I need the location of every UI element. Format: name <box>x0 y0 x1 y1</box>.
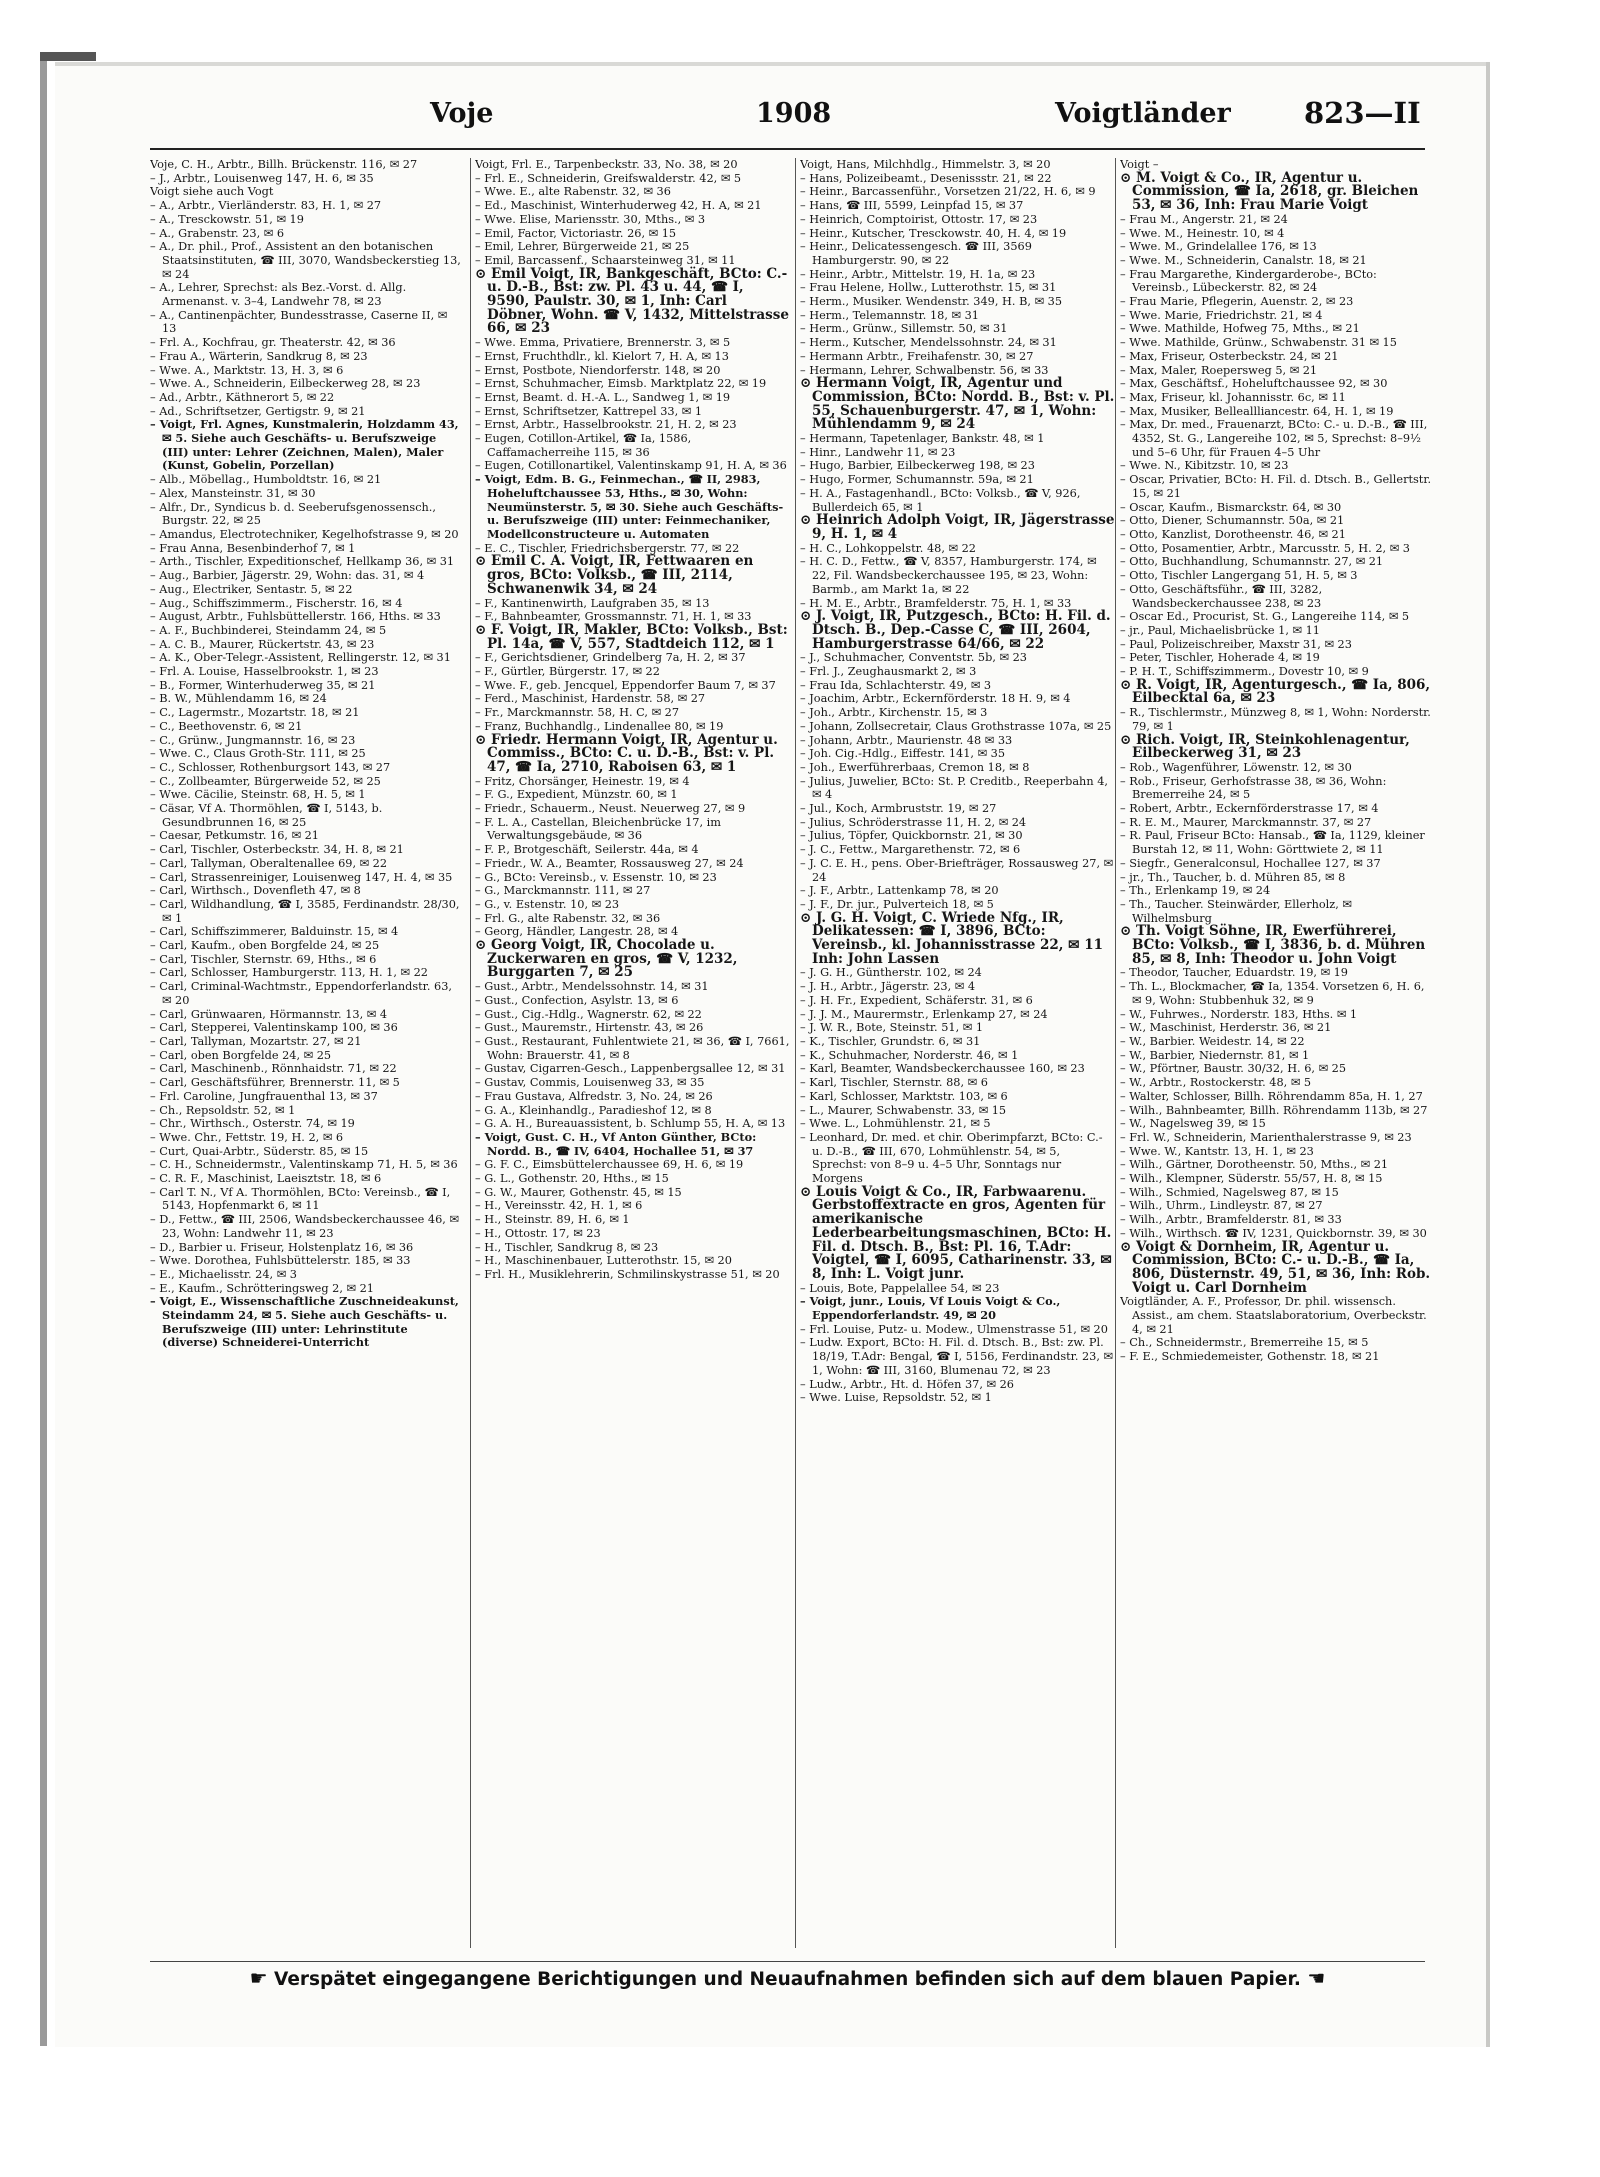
directory-entry: – Eugen, Cotillon-Artikel, ☎ Ia, 1586, Caffamacherreihe 115, ✉ 36 <box>475 432 692 459</box>
directory-entry: – F., Bahnbeamter, Grossmannstr. 71, H. 1, ✉ 33 <box>475 610 752 624</box>
directory-entry: ⊙ Friedr. Hermann Voigt, IR, Agentur u. Commiss., BCto: C. u. D.-B., Bst: v. Pl. 47, ☎ Ia, 2710, Raboisen 63, ✉ 1 <box>475 731 778 775</box>
directory-entry: – Wilh., Wirthsch. ☎ IV, 1231, Quickbornstr. 39, ✉ 30 <box>1120 1226 1427 1240</box>
binding-edge <box>40 61 47 2046</box>
directory-entry: – H., Vereinsstr. 42, H. 1, ✉ 6 <box>475 1199 643 1213</box>
directory-entry: – Robert, Arbtr., Eckernförderstrasse 17, ✉ 4 <box>1120 802 1379 816</box>
directory-entry: – Th., Taucher. Steinwärder, Ellerholz, ✉ Wilhelmsburg <box>1120 897 1352 925</box>
directory-entry: – Ernst, Schuhmacher, Eimsb. Marktplatz 22, ✉ 19 <box>475 377 767 391</box>
directory-entry: ⊙ Emil Voigt, IR, Bankgeschäft, BCto: C.- u. D.-B., Bst: zw. Pl. 43 u. 44, ☎ I, 9590, Paulstr. 30, ✉ 1, Inh: Carl Döbner, Wohn. ☎ V, 1432, Mittelstrasse 66, ✉ 23 <box>475 265 789 337</box>
directory-entry: – Fr., Marckmannstr. 58, H. C, ✉ 27 <box>475 706 680 720</box>
directory-entry: – Carl, Geschäftsführer, Brennerstr. 11, ✉ 5 <box>150 1076 400 1090</box>
directory-entry: – Carl, Stepperei, Valentinskamp 100, ✉ 36 <box>150 1021 398 1035</box>
column-divider <box>470 158 471 1948</box>
directory-entry: – F. G., Expedient, Münzstr. 60, ✉ 1 <box>475 788 678 802</box>
directory-entry: – W., Fuhrwes., Norderstr. 183, Hths. ✉ 1 <box>1120 1007 1358 1021</box>
pointing-hand-right-icon: ☛ <box>249 1966 268 1990</box>
directory-entry: – Emil, Factor, Victoriastr. 26, ✉ 15 <box>475 226 677 240</box>
directory-entry: – Johann, Zollsecretair, Claus Grothstrasse 107a, ✉ 25 <box>800 719 1112 733</box>
directory-entry: – Wwe. Marie, Friedrichstr. 21, ✉ 4 <box>1120 308 1323 322</box>
directory-entry: – Herm., Telemannstr. 18, ✉ 31 <box>800 308 979 322</box>
directory-entry: – Karl, Schlosser, Marktstr. 103, ✉ 6 <box>800 1089 1008 1103</box>
directory-entry: – Wwe. E., alte Rabenstr. 32, ✉ 36 <box>475 185 671 199</box>
directory-entry: – Ludw. Export, BCto: H. Fil. d. Dtsch. B., Bst: zw. Pl. 18/19, T.Adr: Bengal, ☎ I, 5156, Ferdinandstr. 23, ✉ 1, Wohn: ☎ III, 3160, Blumenau 72, ✉ 23 <box>800 1336 1114 1377</box>
directory-entry: – W., Nagelsweg 39, ✉ 15 <box>1120 1117 1266 1131</box>
directory-entry: – W., Arbtr., Rostockerstr. 48, ✉ 5 <box>1120 1076 1312 1090</box>
directory-entry: – Voigt, E., Wissenschaftliche Zuschneideakunst, Steindamm 24, ✉ 5. Siehe auch Geschäfts- u. Berufszweige (III) unter: Lehrinstitute (diverse) Schneiderei-Unterricht <box>150 1294 459 1350</box>
directory-entry: – C., Zollbeamter, Bürgerweide 52, ✉ 25 <box>150 774 381 788</box>
directory-entry: – Otto, Diener, Schumannstr. 50a, ✉ 21 <box>1120 514 1345 528</box>
directory-entry: – J. F., Arbtr., Lattenkamp 78, ✉ 20 <box>800 884 999 898</box>
directory-entry: – Emil, Lehrer, Bürgerweide 21, ✉ 25 <box>475 240 690 254</box>
directory-entry: – H., Ottostr. 17, ✉ 23 <box>475 1226 601 1240</box>
directory-entry: – F. E., Schmiedemeister, Gothenstr. 18, ✉ 21 <box>1120 1350 1380 1364</box>
directory-entry: – Gust., Restaurant, Fuhlentwiete 21, ✉ 36, ☎ I, 7661, Wohn: Brauerstr. 41, ✉ 8 <box>475 1035 790 1062</box>
directory-entry: ⊙ Emil C. A. Voigt, IR, Fettwaaren en gros, BCto: Volksb., ☎ III, 2114, Schwanenwik 34, ✉ 24 <box>475 553 754 597</box>
directory-entry: – G. A. H., Bureauassistent, b. Schlump 55, H. A, ✉ 13 <box>475 1117 786 1131</box>
directory-entry: – Gust., Mauremstr., Hirtenstr. 43, ✉ 26 <box>475 1021 704 1035</box>
directory-entry: – Wwe. M., Heinestr. 10, ✉ 4 <box>1120 226 1285 240</box>
directory-entry: – Heinr., Kutscher, Tresckowstr. 40, H. 4, ✉ 19 <box>800 226 1067 240</box>
directory-entry: – Ludw., Arbtr., Ht. d. Höfen 37, ✉ 26 <box>800 1377 1014 1391</box>
directory-entry: – A., Tresckowstr. 51, ✉ 19 <box>150 212 304 226</box>
directory-entry: – Wwe. C., Claus Groth-Str. 111, ✉ 25 <box>150 747 366 761</box>
directory-entry: – Ernst, Arbtr., Hasselbrookstr. 21, H. 2, ✉ 23 <box>475 418 737 432</box>
directory-entry: – F. P., Brotgeschäft, Seilerstr. 44a, ✉ 4 <box>475 843 699 857</box>
header-rule <box>150 148 1425 150</box>
directory-entry: – Carl, Tallyman, Mozartstr. 27, ✉ 21 <box>150 1035 362 1048</box>
directory-entry: – Ernst, Fruchthdlr., kl. Kielort 7, H. A, ✉ 13 <box>475 349 729 363</box>
directory-entry: – G. W., Maurer, Gothenstr. 45, ✉ 15 <box>475 1185 682 1199</box>
directory-entry: – Gust., Arbtr., Mendelssohnstr. 14, ✉ 31 <box>475 980 709 994</box>
directory-entry: – Frl. A., Kochfrau, gr. Theaterstr. 42, ✉ 36 <box>150 336 396 350</box>
directory-entry: – Arth., Tischler, Expeditionschef, Hellkamp 36, ✉ 31 <box>150 555 455 569</box>
column-divider <box>1115 158 1116 1948</box>
directory-entry: – Peter, Tischler, Hoherade 4, ✉ 19 <box>1120 651 1320 665</box>
directory-entry: – Frau Helene, Hollw., Lutterothstr. 15, ✉ 31 <box>800 281 1057 295</box>
directory-entry: – Joh. Cig.-Hdlg., Eiffestr. 141, ✉ 35 <box>800 747 1006 761</box>
binding-strip <box>40 52 96 61</box>
directory-entry: – G., Marckmannstr. 111, ✉ 27 <box>475 884 651 898</box>
directory-entry: – A., Arbtr., Vierländerstr. 83, H. 1, ✉ 27 <box>150 199 382 213</box>
directory-entry: – E., Kaufm., Schrötteringsweg 2, ✉ 21 <box>150 1281 374 1295</box>
running-head-left: Voje <box>430 98 494 129</box>
directory-entry: – Emil, Barcassenf., Schaarsteinweg 31, ✉ 11 <box>475 253 736 267</box>
directory-entry: – Ad., Arbtr., Käthnerort 5, ✉ 22 <box>150 390 335 404</box>
directory-entry: Voigtländer, A. F., Professor, Dr. phil. wissensch. Assist., am chem. Staatslaboratorium, Overbeckstr. 4, ✉ 21 <box>1120 1295 1427 1336</box>
directory-entry: – Heinrich, Comptoirist, Ottostr. 17, ✉ 23 <box>800 212 1038 226</box>
directory-entry: – J. J. M., Maurermstr., Erlenkamp 27, ✉ 24 <box>800 1007 1048 1021</box>
directory-entry: – Wwe. Elise, Mariensstr. 30, Mths., ✉ 3 <box>475 212 706 226</box>
directory-entry: – J., Schuhmacher, Conventstr. 5b, ✉ 23 <box>800 651 1027 665</box>
directory-entry: – Paul, Polizeischreiber, Maxstr 31, ✉ 23 <box>1120 637 1352 651</box>
directory-entry: – E. C., Tischler, Friedrichsbergerstr. 77, ✉ 22 <box>475 541 740 555</box>
directory-entry: ⊙ Hermann Voigt, IR, Agentur und Commission, BCto: Nordd. B., Bst: v. Pl. 55, Schauenburgerstr. 47, ✉ 1, Wohn: Mühlendamm 9, ✉ 24 <box>800 375 1115 433</box>
directory-entry: – Frau Margarethe, Kindergarderobe-, BCto: Vereinsb., Lübeckerstr. 82, ✉ 24 <box>1120 267 1377 295</box>
directory-entry: – Max, Dr. med., Frauenarzt, BCto: C.- u. D.-B., ☎ III, 4352, St. G., Langereihe 102, ✉ 5, Sprechst: 8–9½ und 5–6 Uhr, für Frauen 4–5 Uhr <box>1120 418 1428 459</box>
directory-entry: – Max, Friseur, kl. Johannisstr. 6c, ✉ 11 <box>1120 390 1346 404</box>
directory-entry: – H. C., Lohkoppelstr. 48, ✉ 22 <box>800 541 976 555</box>
directory-entry: – Theodor, Taucher, Eduardstr. 19, ✉ 19 <box>1120 966 1348 980</box>
directory-entry: – F., Gürtler, Bürgerstr. 17, ✉ 22 <box>475 665 660 679</box>
directory-entry: – J. C. E. H., pens. Ober-Briefträger, Rossausweg 27, ✉ 24 <box>800 856 1114 884</box>
directory-entry: – Voigt, junr., Louis, Vf Louis Voigt & Co., Eppendorferlandstr. 49, ✉ 20 <box>800 1294 1061 1323</box>
directory-entry: – D., Fettw., ☎ III, 2506, Wandsbeckerchaussee 46, ✉ 23, Wohn: Landwehr 11, ✉ 23 <box>150 1213 459 1240</box>
directory-entry: – Carl, Kaufm., oben Borgfelde 24, ✉ 25 <box>150 939 380 953</box>
directory-entry: – R. Paul, Friseur BCto: Hansab., ☎ Ia, 1129, kleiner Burstah 12, ✉ 11, Wohn: Görttwiete 2, ✉ 11 <box>1120 829 1425 857</box>
directory-entry: – Wilh., Schmied, Nagelsweg 87, ✉ 15 <box>1120 1185 1339 1199</box>
directory-entry: – Otto, Kanzlist, Dorotheenstr. 46, ✉ 21 <box>1120 527 1346 541</box>
directory-entry: – Wwe. N., Kibitzstr. 10, ✉ 23 <box>1120 459 1289 473</box>
directory-entry: – Eugen, Cotillonartikel, Valentinskamp 91, H. A, ✉ 36 <box>475 459 787 473</box>
directory-entry: – H. A., Fastagenhandl., BCto: Volksb., ☎ V, 926, Bullerdeich 65, ✉ 1 <box>800 486 1081 514</box>
directory-entry: – C., Grünw., Jungmannstr. 16, ✉ 23 <box>150 733 356 747</box>
directory-entry: – B., Former, Winterhuderweg 35, ✉ 21 <box>150 678 376 692</box>
directory-entry: – Gust., Confection, Asylstr. 13, ✉ 6 <box>475 993 679 1007</box>
directory-entry: – Voigt, Frl. Agnes, Kunstmalerin, Holzdamm 43, ✉ 5. Siehe auch Geschäfts- u. Berufszweige (III) unter: Lehrer (Zeichnen, Malen), Maler (Kunst, Gobelin, Porzellan) <box>150 417 459 473</box>
directory-entry: – C., Schlosser, Rothenburgsort 143, ✉ 27 <box>150 760 391 774</box>
directory-entry: – H. C. D., Fettw., ☎ V, 8357, Hamburgerstr. 174, ✉ 22, Fil. Wandsbeckerchaussee 195, ✉ 23, Wohn: Barmb., am Markt 1a, ✉ 22 <box>800 555 1097 596</box>
directory-entry: – Heinr., Delicatessengesch. ☎ III, 3569 Hamburgerstr. 90, ✉ 22 <box>800 240 1032 267</box>
directory-entry: – D., Barbier u. Friseur, Holstenplatz 16, ✉ 36 <box>150 1240 414 1254</box>
directory-entry: – Johann, Arbtr., Maurienstr. 48 ✉ 33 <box>800 733 1013 747</box>
directory-entry: – August, Arbtr., Fuhlsbüttellerstr. 166, Hths. ✉ 33 <box>150 610 441 624</box>
directory-entry: – Otto, Buchhandlung, Schumannstr. 27, ✉ 21 <box>1120 555 1384 569</box>
directory-entry: – Hermann, Lehrer, Schwalbenstr. 56, ✉ 33 <box>800 363 1049 377</box>
directory-entry: – K., Schuhmacher, Norderstr. 46, ✉ 1 <box>800 1048 1019 1062</box>
directory-entry: – Herm., Kutscher, Mendelssohnstr. 24, ✉ 31 <box>800 336 1057 350</box>
directory-entry: – Ernst, Schriftsetzer, Kattrepel 33, ✉ 1 <box>475 404 703 418</box>
directory-entry: – Carl, Wildhandlung, ☎ I, 3585, Ferdinandstr. 28/30, ✉ 1 <box>150 897 460 925</box>
directory-entry: – Hinr., Landwehr 11, ✉ 23 <box>800 445 956 459</box>
directory-entry: – Wwe. A., Marktstr. 13, H. 3, ✉ 6 <box>150 363 344 377</box>
directory-entry: – Joh., Ewerführerbaas, Cremon 18, ✉ 8 <box>800 760 1030 774</box>
directory-entry: – Siegfr., Generalconsul, Hochallee 127, ✉ 37 <box>1120 856 1381 870</box>
directory-entry: – Oscar, Kaufm., Bismarckstr. 64, ✉ 30 <box>1120 500 1342 514</box>
directory-entry: – Frl. H., Musiklehrerin, Schmilinskystrasse 51, ✉ 20 <box>475 1267 780 1281</box>
directory-entry: – Wilh., Arbtr., Bramfelderstr. 81, ✉ 33 <box>1120 1213 1342 1227</box>
directory-entry: ⊙ J. Voigt, IR, Putzgesch., BCto: H. Fil. d. Dtsch. B., Dep.-Casse C, ☎ III, 2604, Hamburgerstrasse 64/66, ✉ 22 <box>800 608 1111 652</box>
directory-entry: – A., Grabenstr. 23, ✉ 6 <box>150 226 285 240</box>
directory-entry: – Friedr., Schauerm., Neust. Neuerweg 27, ✉ 9 <box>475 802 746 816</box>
directory-entry: – Wwe. Mathilde, Grünw., Schwabenstr. 31 ✉ 15 <box>1120 336 1397 350</box>
directory-entry: – Rob., Friseur, Gerhofstrasse 38, ✉ 36, Wohn: Bremerreihe 24, ✉ 5 <box>1120 774 1387 802</box>
directory-entry: – Friedr., W. A., Beamter, Rossausweg 27, ✉ 24 <box>475 856 744 870</box>
directory-entry: – Frl. J., Zeughausmarkt 2, ✉ 3 <box>800 665 977 679</box>
directory-entry: – Gustav, Commis, Louisenweg 33, ✉ 35 <box>475 1076 705 1090</box>
directory-entry: – Ernst, Postbote, Niendorferstr. 148, ✉ 20 <box>475 363 721 377</box>
directory-entry: – Ernst, Beamt. d. H.-A. L., Sandweg 1, ✉ 19 <box>475 390 731 404</box>
directory-entry: ⊙ R. Voigt, IR, Agenturgesch., ☎ Ia, 806, Eilbecktal 6a, ✉ 23 <box>1120 676 1431 707</box>
directory-entry: – Otto, Geschäftsführ., ☎ III, 3282, Wandsbeckerchaussee 238, ✉ 23 <box>1120 582 1323 610</box>
directory-entry: – Carl, Schlosser, Hamburgerstr. 113, H. 1, ✉ 22 <box>150 966 428 980</box>
directory-entry: – J. H., Arbtr., Jägerstr. 23, ✉ 4 <box>800 980 976 994</box>
directory-entry: – Cäsar, Vf A. Thormöhlen, ☎ I, 5143, b. Gesundbrunnen 16, ✉ 25 <box>150 802 383 829</box>
directory-entry: – E., Michaelisstr. 24, ✉ 3 <box>150 1267 297 1281</box>
directory-entry: – H. M. E., Arbtr., Bramfelderstr. 75, H. 1, ✉ 33 <box>800 596 1072 610</box>
directory-entry: – J. W. R., Bote, Steinstr. 51, ✉ 1 <box>800 1021 984 1035</box>
directory-entry: – Max, Geschäftsf., Hoheluftchaussee 92, ✉ 30 <box>1120 377 1388 391</box>
directory-entry: – Wilh., Klempner, Süderstr. 55/57, H. 8, ✉ 15 <box>1120 1172 1383 1186</box>
directory-entry: – K., Tischler, Grundstr. 6, ✉ 31 <box>800 1035 981 1048</box>
directory-entry: – A. F., Buchbinderei, Steindamm 24, ✉ 5 <box>150 623 387 637</box>
directory-entry: – Ch., Repsoldstr. 52, ✉ 1 <box>150 1103 296 1117</box>
directory-entry: – Carl, oben Borgfelde 24, ✉ 25 <box>150 1048 332 1062</box>
directory-entry: Voigt, Hans, Milchhdlg., Himmelstr. 3, ✉ 20 <box>800 158 1051 171</box>
directory-entry: – Hermann Arbtr., Freihafenstr. 30, ✉ 27 <box>800 349 1034 363</box>
directory-entry: – Frau A., Wärterin, Sandkrug 8, ✉ 23 <box>150 349 368 363</box>
directory-entry: – Otto, Posamentier, Arbtr., Marcusstr. 5, H. 2, ✉ 3 <box>1120 541 1410 555</box>
directory-entry: – Herm., Musiker. Wendenstr. 349, H. B, ✉ 35 <box>800 295 1063 309</box>
directory-entry: – Frau Ida, Schlachterstr. 49, ✉ 3 <box>800 678 992 692</box>
directory-entry: ⊙ Heinrich Adolph Voigt, IR, Jägerstrasse 9, H. 1, ✉ 4 <box>800 512 1115 542</box>
directory-entry: – W., Pförtner, Baustr. 30/32, H. 6, ✉ 25 <box>1120 1062 1347 1076</box>
directory-entry: – Frau Anna, Besenbinderhof 7, ✉ 1 <box>150 541 356 555</box>
directory-entry: – Jul., Koch, Armbruststr. 19, ✉ 27 <box>800 802 997 816</box>
directory-column-4 <box>1120 158 1435 1948</box>
directory-entry: – Alex, Mansteinstr. 31, ✉ 30 <box>150 486 316 500</box>
page-edge-right <box>1486 62 1490 2047</box>
directory-entry: – Walter, Schlosser, Billh. Röhrendamm 85a, H. 1, 27 <box>1120 1089 1423 1103</box>
directory-entry: – Heinr., Barcassenführ., Vorsetzen 21/22, H. 6, ✉ 9 <box>800 185 1096 199</box>
directory-entry: – Aug., Barbier, Jägerstr. 29, Wohn: das. 31, ✉ 4 <box>150 569 425 583</box>
directory-entry: – Wwe. Mathilde, Hofweg 75, Mths., ✉ 21 <box>1120 322 1360 336</box>
directory-entry: – A., Dr. phil., Prof., Assistent an den botanischen Staatsinstituten, ☎ III, 3070, Wandsbeckerstieg 13, ✉ 24 <box>150 240 461 281</box>
directory-entry: – Hermann, Tapetenlager, Bankstr. 48, ✉ 1 <box>800 432 1045 446</box>
footer-text: Verspätet eingegangene Berichtigungen und Neuaufnahmen befinden sich auf dem blauen Papier. <box>274 1969 1301 1990</box>
directory-entry: Voigt, Frl. E., Tarpenbeckstr. 33, No. 38, ✉ 20 <box>475 158 738 171</box>
directory-entry: – Max, Musiker, Belleallliancestr. 64, H. 1, ✉ 19 <box>1120 404 1394 418</box>
directory-entry: – W., Barbier. Weidestr. 14, ✉ 22 <box>1120 1035 1305 1048</box>
directory-entry: – Louis, Bote, Pappelallee 54, ✉ 23 <box>800 1281 1000 1295</box>
directory-entry: – Carl, Strassenreiniger, Louisenweg 147, H. 4, ✉ 35 <box>150 870 453 884</box>
directory-entry: – F., Gerichtsdiener, Grindelberg 7a, H. 2, ✉ 37 <box>475 651 746 665</box>
directory-entry: Voigt – <box>1120 158 1159 171</box>
directory-entry: – Fritz, Chorsänger, Heinestr. 19, ✉ 4 <box>475 774 690 788</box>
directory-entry: – Wwe. F., geb. Jencquel, Eppendorfer Baum 7, ✉ 37 <box>475 678 776 692</box>
page-edge-top <box>55 62 1490 66</box>
directory-entry: – Alb., Möbellag., Humboldtstr. 16, ✉ 21 <box>150 473 382 487</box>
directory-entry: – Wwe. M., Grindelallee 176, ✉ 13 <box>1120 240 1317 254</box>
page-number: 823—II <box>1304 96 1421 130</box>
directory-entry: – G., BCto: Vereinsb., v. Essenstr. 10, ✉ 23 <box>475 870 717 884</box>
directory-entry: – W., Barbier, Niedernstr. 81, ✉ 1 <box>1120 1048 1310 1062</box>
directory-entry: – Rob., Wagenführer, Löwenstr. 12, ✉ 30 <box>1120 760 1352 774</box>
directory-entry: – A. K., Ober-Telegr.-Assistent, Rellingerstr. 12, ✉ 31 <box>150 651 451 665</box>
directory-entry: – Wwe. Chr., Fettstr. 19, H. 2, ✉ 6 <box>150 1130 344 1144</box>
directory-entry: – G. L., Gothenstr. 20, Hths., ✉ 15 <box>475 1172 669 1186</box>
directory-entry: – Heinr., Arbtr., Mittelstr. 19, H. 1a, ✉ 23 <box>800 267 1036 281</box>
directory-entry: – Alfr., Dr., Syndicus b. d. Seeberufsgenossensch., Burgstr. 22, ✉ 25 <box>150 500 436 528</box>
directory-entry: – Carl, Schiffszimmerer, Balduinstr. 15, ✉ 4 <box>150 925 399 939</box>
directory-entry: – Carl, Maschinenb., Rönnhaidstr. 71, ✉ 22 <box>150 1062 397 1076</box>
directory-entry: – B. W., Mühlendamm 16, ✉ 24 <box>150 692 327 706</box>
directory-column-2 <box>475 158 790 1948</box>
directory-entry: – Wwe. Luise, Repsoldstr. 52, ✉ 1 <box>800 1391 992 1405</box>
running-head-year: 1908 <box>756 98 832 129</box>
directory-entry: – W., Maschinist, Herderstr. 36, ✉ 21 <box>1120 1021 1332 1035</box>
directory-entry: – J. C., Fettw., Margarethenstr. 72, ✉ 6 <box>800 843 1021 857</box>
directory-entry: – H., Steinstr. 89, H. 6, ✉ 1 <box>475 1213 630 1227</box>
directory-entry: – F. L. A., Castellan, Bleichenbrücke 17, im Verwaltungsgebäude, ✉ 36 <box>475 815 721 843</box>
directory-entry: – Hans, ☎ III, 5599, Leinpfad 15, ✉ 37 <box>800 199 1024 213</box>
directory-entry: ⊙ J. G. H. Voigt, C. Wriede Nfg., IR, Delikatessen: ☎ I, 3896, BCto: Vereinsb., kl. Johannisstrasse 22, ✉ 11 Inh: John Lassen <box>800 909 1103 967</box>
directory-entry: – jr., Paul, Michaelisbrücke 1, ✉ 11 <box>1120 623 1320 637</box>
directory-entry: – Joh., Arbtr., Kirchenstr. 15, ✉ 3 <box>800 706 988 720</box>
directory-entry: – Ad., Schriftsetzer, Gertigstr. 9, ✉ 21 <box>150 404 366 418</box>
directory-entry: – Wilh., Gärtner, Dorotheenstr. 50, Mths., ✉ 21 <box>1120 1158 1389 1172</box>
directory-entry: – Wwe. L., Lohmühlenstr. 21, ✉ 5 <box>800 1117 991 1131</box>
directory-entry: – Carl, Grünwaaren, Hörmannstr. 13, ✉ 4 <box>150 1007 388 1021</box>
directory-entry: – Julius, Töpfer, Quickbornstr. 21, ✉ 30 <box>800 829 1023 843</box>
directory-entry: – Aug., Schiffszimmerm., Fischerstr. 16, ✉ 4 <box>150 596 403 610</box>
directory-entry: ⊙ Th. Voigt Söhne, IR, Ewerführerei, BCto: Volksb., ☎ I, 3836, b. d. Mühren 85, ✉ 8, Inh: Theodor u. John Voigt <box>1120 923 1426 967</box>
running-head-right: Voigtländer <box>1055 98 1231 129</box>
directory-entry: – F., Kantinenwirth, Laufgraben 35, ✉ 13 <box>475 596 710 610</box>
directory-entry: – Otto, Tischler Langergang 51, H. 5, ✉ 3 <box>1120 569 1358 583</box>
directory-entry: – C. R. F., Maschinist, Laeisztstr. 18, ✉ 6 <box>150 1172 382 1186</box>
directory-entry: – Amandus, Electrotechniker, Kegelhofstrasse 9, ✉ 20 <box>150 527 459 541</box>
directory-entry: – J. F., Dr. jur., Pulverteich 18, ✉ 5 <box>800 897 994 911</box>
directory-entry: – Caesar, Petkumstr. 16, ✉ 21 <box>150 829 319 843</box>
directory-entry: – L., Maurer, Schwabenstr. 33, ✉ 15 <box>800 1103 1007 1117</box>
directory-entry: – Carl, Wirthsch., Dovenfleth 47, ✉ 8 <box>150 884 361 898</box>
directory-entry: – Frau Gustava, Alfredstr. 3, No. 24, ✉ 26 <box>475 1089 713 1103</box>
directory-entry: – jr., Th., Taucher, b. d. Mühren 85, ✉ 8 <box>1120 870 1346 884</box>
directory-entry: – R. E. M., Maurer, Marckmannstr. 37, ✉ 27 <box>1120 815 1372 829</box>
directory-entry: – Karl, Beamter, Wandsbeckerchaussee 160, ✉ 23 <box>800 1062 1085 1076</box>
directory-entry: ⊙ Rich. Voigt, IR, Steinkohlenagentur, Eilbeckerweg 31, ✉ 23 <box>1120 731 1410 762</box>
directory-entry: – Leonhard, Dr. med. et chir. Oberimpfarzt, BCto: C.- u. D.-B., ☎ III, 670, Lohmühlenstr. 54, ✉ 5, Sprechst: von 8–9 u. 4–5 Uhr, Sonntags nur Morgens <box>800 1130 1103 1186</box>
directory-entry: – Frau Marie, Pflegerin, Auenstr. 2, ✉ 23 <box>1120 295 1354 309</box>
directory-entry: ⊙ F. Voigt, IR, Makler, BCto: Volksb., Bst: Pl. 14a, ☎ V, 557, Stadtdeich 112, ✉ 1 <box>475 621 788 652</box>
directory-entry: – Wwe. Emma, Privatiere, Brennerstr. 3, ✉ 5 <box>475 336 731 350</box>
directory-entry: – Wwe. A., Schneiderin, Eilbeckerweg 28, ✉ 23 <box>150 377 421 391</box>
directory-entry: – Carl, Tischler, Sternstr. 69, Hths., ✉ 6 <box>150 952 377 966</box>
directory-entry: – J. G. H., Güntherstr. 102, ✉ 24 <box>800 966 982 980</box>
directory-entry: – Frl. W., Schneiderin, Marienthalerstrasse 9, ✉ 23 <box>1120 1130 1412 1144</box>
directory-entry: – Hugo, Former, Schumannstr. 59a, ✉ 21 <box>800 473 1034 487</box>
directory-entry: – Voigt, Gust. C. H., Vf Anton Günther, BCto: Nordd. B., ☎ IV, 6404, Hochallee 51, ✉ 37 <box>475 1129 757 1158</box>
directory-entry: – C., Lagermstr., Mozartstr. 18, ✉ 21 <box>150 706 360 720</box>
footer-rule <box>150 1961 1425 1962</box>
directory-entry: – A., Cantinenpächter, Bundesstrasse, Caserne II, ✉ 13 <box>150 308 448 336</box>
directory-entry: – G., v. Estenstr. 10, ✉ 23 <box>475 897 620 911</box>
directory-entry: – H., Maschinenbauer, Lutterothstr. 15, ✉ 20 <box>475 1254 732 1268</box>
directory-entry: – Wwe. Cäcilie, Steinstr. 68, H. 5, ✉ 1 <box>150 788 366 802</box>
directory-entry: – Max, Maler, Roepersweg 5, ✉ 21 <box>1120 363 1318 377</box>
directory-entry: – Ferd., Maschinist, Hardenstr. 58, ✉ 27 <box>475 692 706 706</box>
directory-entry: – J., Arbtr., Louisenweg 147, H. 6, ✉ 35 <box>150 171 374 185</box>
directory-entry: – Wwe. Dorothea, Fuhlsbüttelerstr. 185, ✉ 33 <box>150 1254 411 1268</box>
directory-entry: – Frau M., Angerstr. 21, ✉ 24 <box>1120 212 1288 226</box>
directory-entry: – Frl. Caroline, Jungfrauenthal 13, ✉ 37 <box>150 1089 378 1103</box>
directory-entry: ⊙ Voigt & Dornheim, IR, Agentur u. Commission, BCto: C.- u. D.-B., ☎ Ia, 806, Düsternstr. 49, 51, ✉ 36, Inh: Rob. Voigt u. Carl Dornheim <box>1120 1238 1431 1296</box>
directory-entry: – Wwe. M., Schneiderin, Canalstr. 18, ✉ 21 <box>1120 253 1367 267</box>
directory-entry: – Hugo, Barbier, Eilbeckerweg 198, ✉ 23 <box>800 459 1035 473</box>
directory-entry: – Oscar Ed., Procurist, St. G., Langereihe 114, ✉ 5 <box>1120 610 1410 624</box>
directory-column-3 <box>800 158 1115 1948</box>
directory-entry: – A. C. B., Maurer, Rückertstr. 43, ✉ 23 <box>150 637 375 651</box>
directory-entry: – G. A., Kleinhandlg., Paradieshof 12, ✉ 8 <box>475 1103 712 1117</box>
directory-entry: – Ed., Maschinist, Winterhuderweg 42, H. A, ✉ 21 <box>475 199 762 213</box>
directory-entry: – Wwe. W., Kantstr. 13, H. 1, ✉ 23 <box>1120 1144 1314 1158</box>
directory-entry: – Max, Friseur, Osterbeckstr. 24, ✉ 21 <box>1120 349 1339 363</box>
footer-notice <box>150 1966 1425 1990</box>
directory-entry: – G. F. C., Eimsbüttelerchaussee 69, H. 6, ✉ 19 <box>475 1158 744 1172</box>
directory-entry: – R., Tischlermstr., Münzweg 8, ✉ 1, Wohn: Norderstr. 79, ✉ 1 <box>1120 706 1431 733</box>
directory-entry: – Aug., Electriker, Sentastr. 5, ✉ 22 <box>150 582 353 596</box>
directory-entry: – A., Lehrer, Sprechst: als Bez.-Vorst. d. Allg. Armenanst. v. 3–4, Landwehr 78, ✉ 23 <box>150 281 407 309</box>
column-divider <box>795 158 796 1948</box>
directory-entry: – Curt, Quai-Arbtr., Süderstr. 85, ✉ 15 <box>150 1144 369 1158</box>
directory-entry: – Carl, Tallyman, Oberaltenallee 69, ✉ 22 <box>150 856 388 870</box>
directory-entry: – Wilh., Bahnbeamter, Billh. Röhrendamm 113b, ✉ 27 <box>1120 1103 1428 1117</box>
pointing-hand-left-icon: ☚ <box>1307 1966 1326 1990</box>
directory-entry: – Karl, Tischler, Sternstr. 88, ✉ 6 <box>800 1076 988 1090</box>
directory-entry: – Herm., Grünw., Sillemstr. 50, ✉ 31 <box>800 322 1008 336</box>
directory-entry: – Frl. E., Schneiderin, Greifswalderstr. 42, ✉ 5 <box>475 171 742 185</box>
directory-entry: – Julius, Juwelier, BCto: St. P. Creditb., Reeperbahn 4, ✉ 4 <box>800 774 1108 802</box>
directory-entry: – Wilh., Uhrm., Lindleystr. 87, ✉ 27 <box>1120 1199 1323 1213</box>
directory-entry: – P. H. T., Schiffszimmerm., Dovestr 10, ✉ 9 <box>1120 665 1369 679</box>
directory-entry: ⊙ Georg Voigt, IR, Chocolade u. Zuckerwaren en gros, ☎ V, 1232, Burggarten 7, ✉ 25 <box>475 937 738 981</box>
directory-entry: – Frl. A. Louise, Hasselbrookstr. 1, ✉ 23 <box>150 665 379 679</box>
directory-entry: – C., Beethovenstr. 6, ✉ 21 <box>150 719 303 733</box>
directory-entry: – Th., Erlenkamp 19, ✉ 24 <box>1120 884 1271 898</box>
directory-entry: – Gust., Cig.-Hdlg., Wagnerstr. 62, ✉ 22 <box>475 1007 702 1021</box>
directory-entry: – Voigt, Edm. B. G., Feinmechan., ☎ II, 2983, Hoheluftchaussee 53, Hths., ✉ 30, Wohn: Neumünsterstr. 5, ✉ 30. Siehe auch Geschäfts- u. Berufszweige (III) unter: Feinmechaniker, Modellconstructeure u. Automaten <box>475 472 784 541</box>
directory-entry: – Hans, Polizeibeamt., Desenissstr. 21, ✉ 22 <box>800 171 1052 185</box>
directory-entry: – Franz, Buchhandlg., Lindenallee 80, ✉ 19 <box>475 719 724 733</box>
directory-entry: – Frl. Louise, Putz- u. Modew., Ulmenstrasse 51, ✉ 20 <box>800 1322 1108 1336</box>
directory-entry: – Joachim, Arbtr., Eckernförderstr. 18 H. 9, ✉ 4 <box>800 692 1071 706</box>
directory-entry: – C. H., Schneidermstr., Valentinskamp 71, H. 5, ✉ 36 <box>150 1158 458 1172</box>
directory-entry: – Julius, Schröderstrasse 11, H. 2, ✉ 24 <box>800 815 1027 829</box>
directory-entry: – Carl, Criminal-Wachtmstr., Eppendorferlandstr. 63, ✉ 20 <box>150 980 452 1007</box>
directory-entry: – Carl T. N., Vf A. Thormöhlen, BCto: Vereinsb., ☎ I, 5143, Hopfenmarkt 6, ✉ 11 <box>150 1185 451 1213</box>
directory-entry: – J. H. Fr., Expedient, Schäferstr. 31, ✉ 6 <box>800 993 1033 1007</box>
directory-entry: – Gustav, Cigarren-Gesch., Lappenbergsallee 12, ✉ 31 <box>475 1062 786 1076</box>
directory-entry: – Carl, Tischler, Osterbeckstr. 34, H. 8, ✉ 21 <box>150 843 404 857</box>
directory-entry: – Ch., Schneidermstr., Bremerreihe 15, ✉ 5 <box>1120 1336 1369 1350</box>
directory-entry: Voje, C. H., Arbtr., Billh. Brückenstr. 116, ✉ 27 <box>150 158 418 171</box>
directory-entry: – Frl. G., alte Rabenstr. 32, ✉ 36 <box>475 911 661 925</box>
directory-entry: Voigt siehe auch Vogt <box>150 185 274 199</box>
directory-entry: – Chr., Wirthsch., Osterstr. 74, ✉ 19 <box>150 1117 355 1131</box>
directory-entry: – Th. L., Blockmacher, ☎ Ia, 1354. Vorsetzen 6, H. 6, ✉ 9, Wohn: Stubbenhuk 32, ✉ 9 <box>1120 980 1425 1007</box>
directory-entry: – Georg, Händler, Langestr. 28, ✉ 4 <box>475 925 679 939</box>
directory-entry: ⊙ M. Voigt & Co., IR, Agentur u. Commission, ☎ Ia, 2618, gr. Bleichen 53, ✉ 36, Inh: Frau Marie Voigt <box>1120 169 1419 214</box>
directory-entry: – Oscar, Privatier, BCto: H. Fil. d. Dtsch. B., Gellertstr. 15, ✉ 21 <box>1120 473 1432 500</box>
directory-entry: ⊙ Louis Voigt & Co., IR, Farbwaarenu. Gerbstoffextracte en gros, Agenten für amerikanische Lederbearbeitungsmaschinen, BCto: H. Fil. d. Dtsch. B., Bst: Pl. 16, T.Adr: Voigtel, ☎ I, 6095, Catharinenstr. 33, ✉ 8, Inh: L. Voigt junr. <box>800 1183 1112 1282</box>
directory-entry: – H., Tischler, Sandkrug 8, ✉ 23 <box>475 1240 659 1254</box>
directory-column-1 <box>150 158 465 1948</box>
